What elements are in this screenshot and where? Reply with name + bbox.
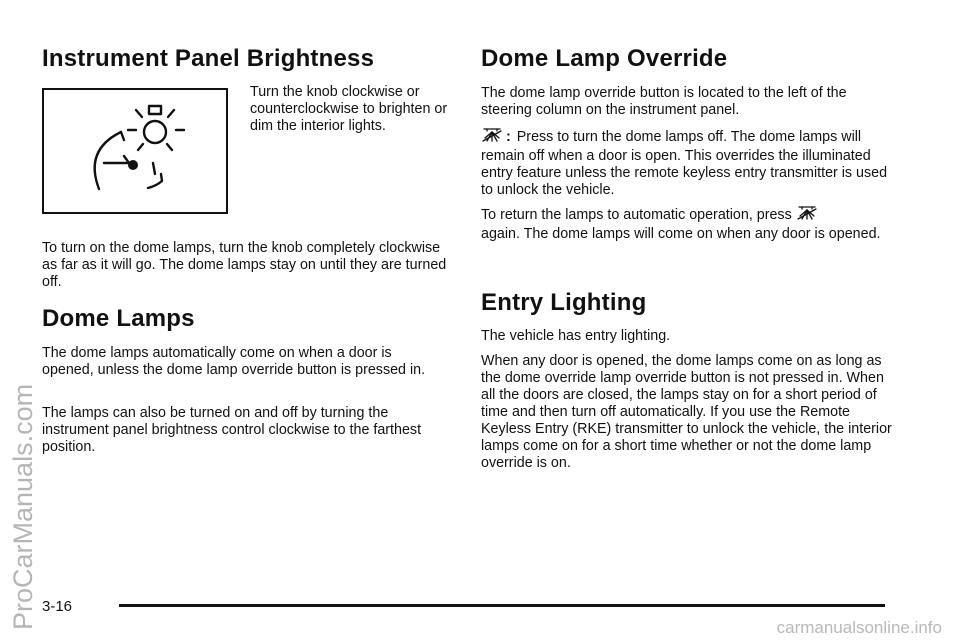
dome-lamp-override-icon (481, 127, 503, 148)
entry-paragraph-1: The vehicle has entry lighting. (481, 328, 671, 344)
dome-lamps-paragraph-1: The dome lamps automatically come on when a door is opened, unless the dome lamp override button is pressed in. (42, 345, 426, 378)
dome-lamps-paragraph-2: The lamps can also be turned on and off by turning the instrument panel brightness control clockwise to the farthest position. (42, 405, 422, 455)
override-paragraph-2 (481, 127, 901, 199)
override-paragraph-2-text: Press to turn the dome lamps off. The dome lamps will remain off when a door is open. This overrides the illuminated entry feature unless the remote keyless entry transmitter is used to unlock the vehicle. (481, 129, 888, 198)
override-paragraph-1: The dome lamp override button is located to the left of the steering column on the instrument panel. (481, 85, 847, 118)
dome-lamp-override-icon-inline (796, 205, 818, 226)
override-paragraph-3-after: again. The dome lamps will come on when any door is opened. (481, 226, 881, 242)
heading-dome-lamp-override: Dome Lamp Override (481, 45, 728, 72)
watermark: ProCarManuals.com (8, 383, 38, 630)
entry-paragraph-2: When any door is opened, the dome lamps come on as long as the dome override lamp override button is not pressed in. When all the doors are closed, the lamps stay on for a short period of time and then turn off automatically. If you use the Remote Keyless Entry (RKE) transmitter to unlock the vehicle, the interior lamps come on for a short time whether or not the dome lamp override is on. (481, 353, 892, 471)
override-symbol-colon: : (506, 129, 511, 145)
turn-on-dome-lamps-text: To turn on the dome lamps, turn the knob completely clockwise as far as it will go. The dome lamps stay on until they are turned off. (42, 240, 447, 290)
instrument-panel-brightness-knob-icon (44, 90, 230, 216)
footer-site-url: carmanualsonline.info (776, 618, 942, 637)
heading-entry-lighting: Entry Lighting (481, 289, 647, 316)
brightness-figure (42, 88, 228, 214)
page-number: 3-16 (42, 598, 73, 615)
knob-instruction-text: Turn the knob clockwise or counterclockwise to brighten or dim the interior lights. (250, 84, 448, 134)
heading-instrument-panel-brightness: Instrument Panel Brightness (42, 45, 375, 72)
override-paragraph-3 (481, 205, 901, 243)
heading-dome-lamps: Dome Lamps (42, 305, 195, 332)
override-paragraph-3-before: To return the lamps to automatic operation, press (481, 207, 792, 223)
footer-rule (119, 604, 885, 607)
